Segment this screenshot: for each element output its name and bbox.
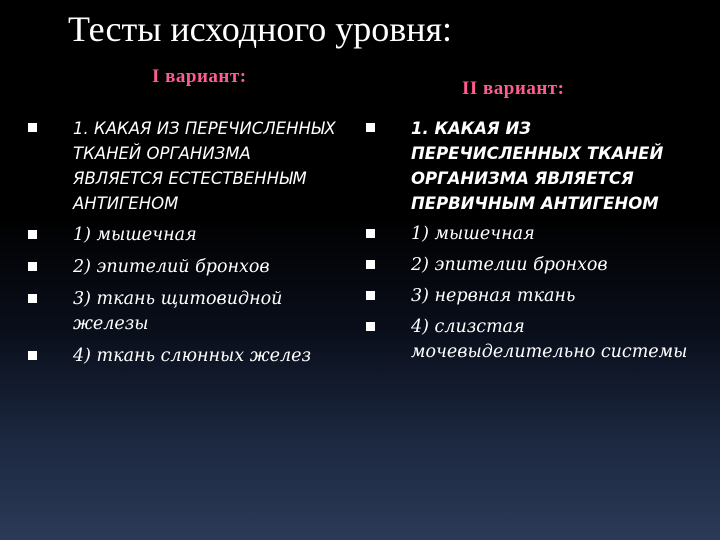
- variant-2-option-1: [366, 222, 696, 247]
- option-text: 3) ткань щитовидной железы: [73, 289, 283, 334]
- variant-2-option-3: [366, 284, 696, 309]
- option-text: 2) эпителии бронхов: [411, 255, 608, 275]
- variant-1-question: [28, 116, 346, 216]
- question-text: 1. КАКАЯ ИЗ ПЕРЕЧИСЛЕННЫХ ТКАНЕЙ ОРГАНИЗМА ЯВЛЯЕТСЯ ЕСТЕСТВЕННЫМ АНТИГЕНОМ: [73, 119, 336, 213]
- option-text: 2) эпителий бронхов: [73, 257, 270, 277]
- variant-1-option-4: [28, 344, 346, 369]
- option-text: 4) ткань слюнных желез: [73, 346, 312, 366]
- square-bullet-icon: [28, 262, 37, 271]
- variant-1-heading: I вариант:: [152, 66, 247, 87]
- option-text: 4) слизстая мочевыделительно системы: [411, 317, 688, 362]
- square-bullet-icon: [28, 294, 37, 303]
- variant-1-list: [28, 116, 346, 376]
- square-bullet-icon: [366, 123, 375, 132]
- variant-2-option-4: [366, 315, 696, 365]
- option-text: 3) нервная ткань: [411, 286, 576, 306]
- option-text: 1) мышечная: [73, 225, 197, 245]
- square-bullet-icon: [28, 230, 37, 239]
- variant-2-option-2: [366, 253, 696, 278]
- variant-1-option-1: [28, 223, 346, 248]
- variant-2-heading: II вариант:: [462, 78, 565, 99]
- variant-2-question: [366, 116, 696, 216]
- variant-1-option-3: [28, 287, 346, 337]
- question-text: 1. КАКАЯ ИЗ ПЕРЕЧИСЛЕННЫХ ТКАНЕЙ ОРГАНИЗМА ЯВЛЯЕТСЯ ПЕРВИЧНЫМ АНТИГЕНОМ: [411, 119, 664, 213]
- variant-1-option-2: [28, 255, 346, 280]
- slide-title: Тесты исходного уровня:: [68, 9, 453, 49]
- option-text: 1) мышечная: [411, 224, 535, 244]
- square-bullet-icon: [366, 291, 375, 300]
- square-bullet-icon: [366, 322, 375, 331]
- square-bullet-icon: [366, 260, 375, 269]
- square-bullet-icon: [28, 351, 37, 360]
- square-bullet-icon: [366, 229, 375, 238]
- variant-2-list: [366, 116, 696, 371]
- square-bullet-icon: [28, 123, 37, 132]
